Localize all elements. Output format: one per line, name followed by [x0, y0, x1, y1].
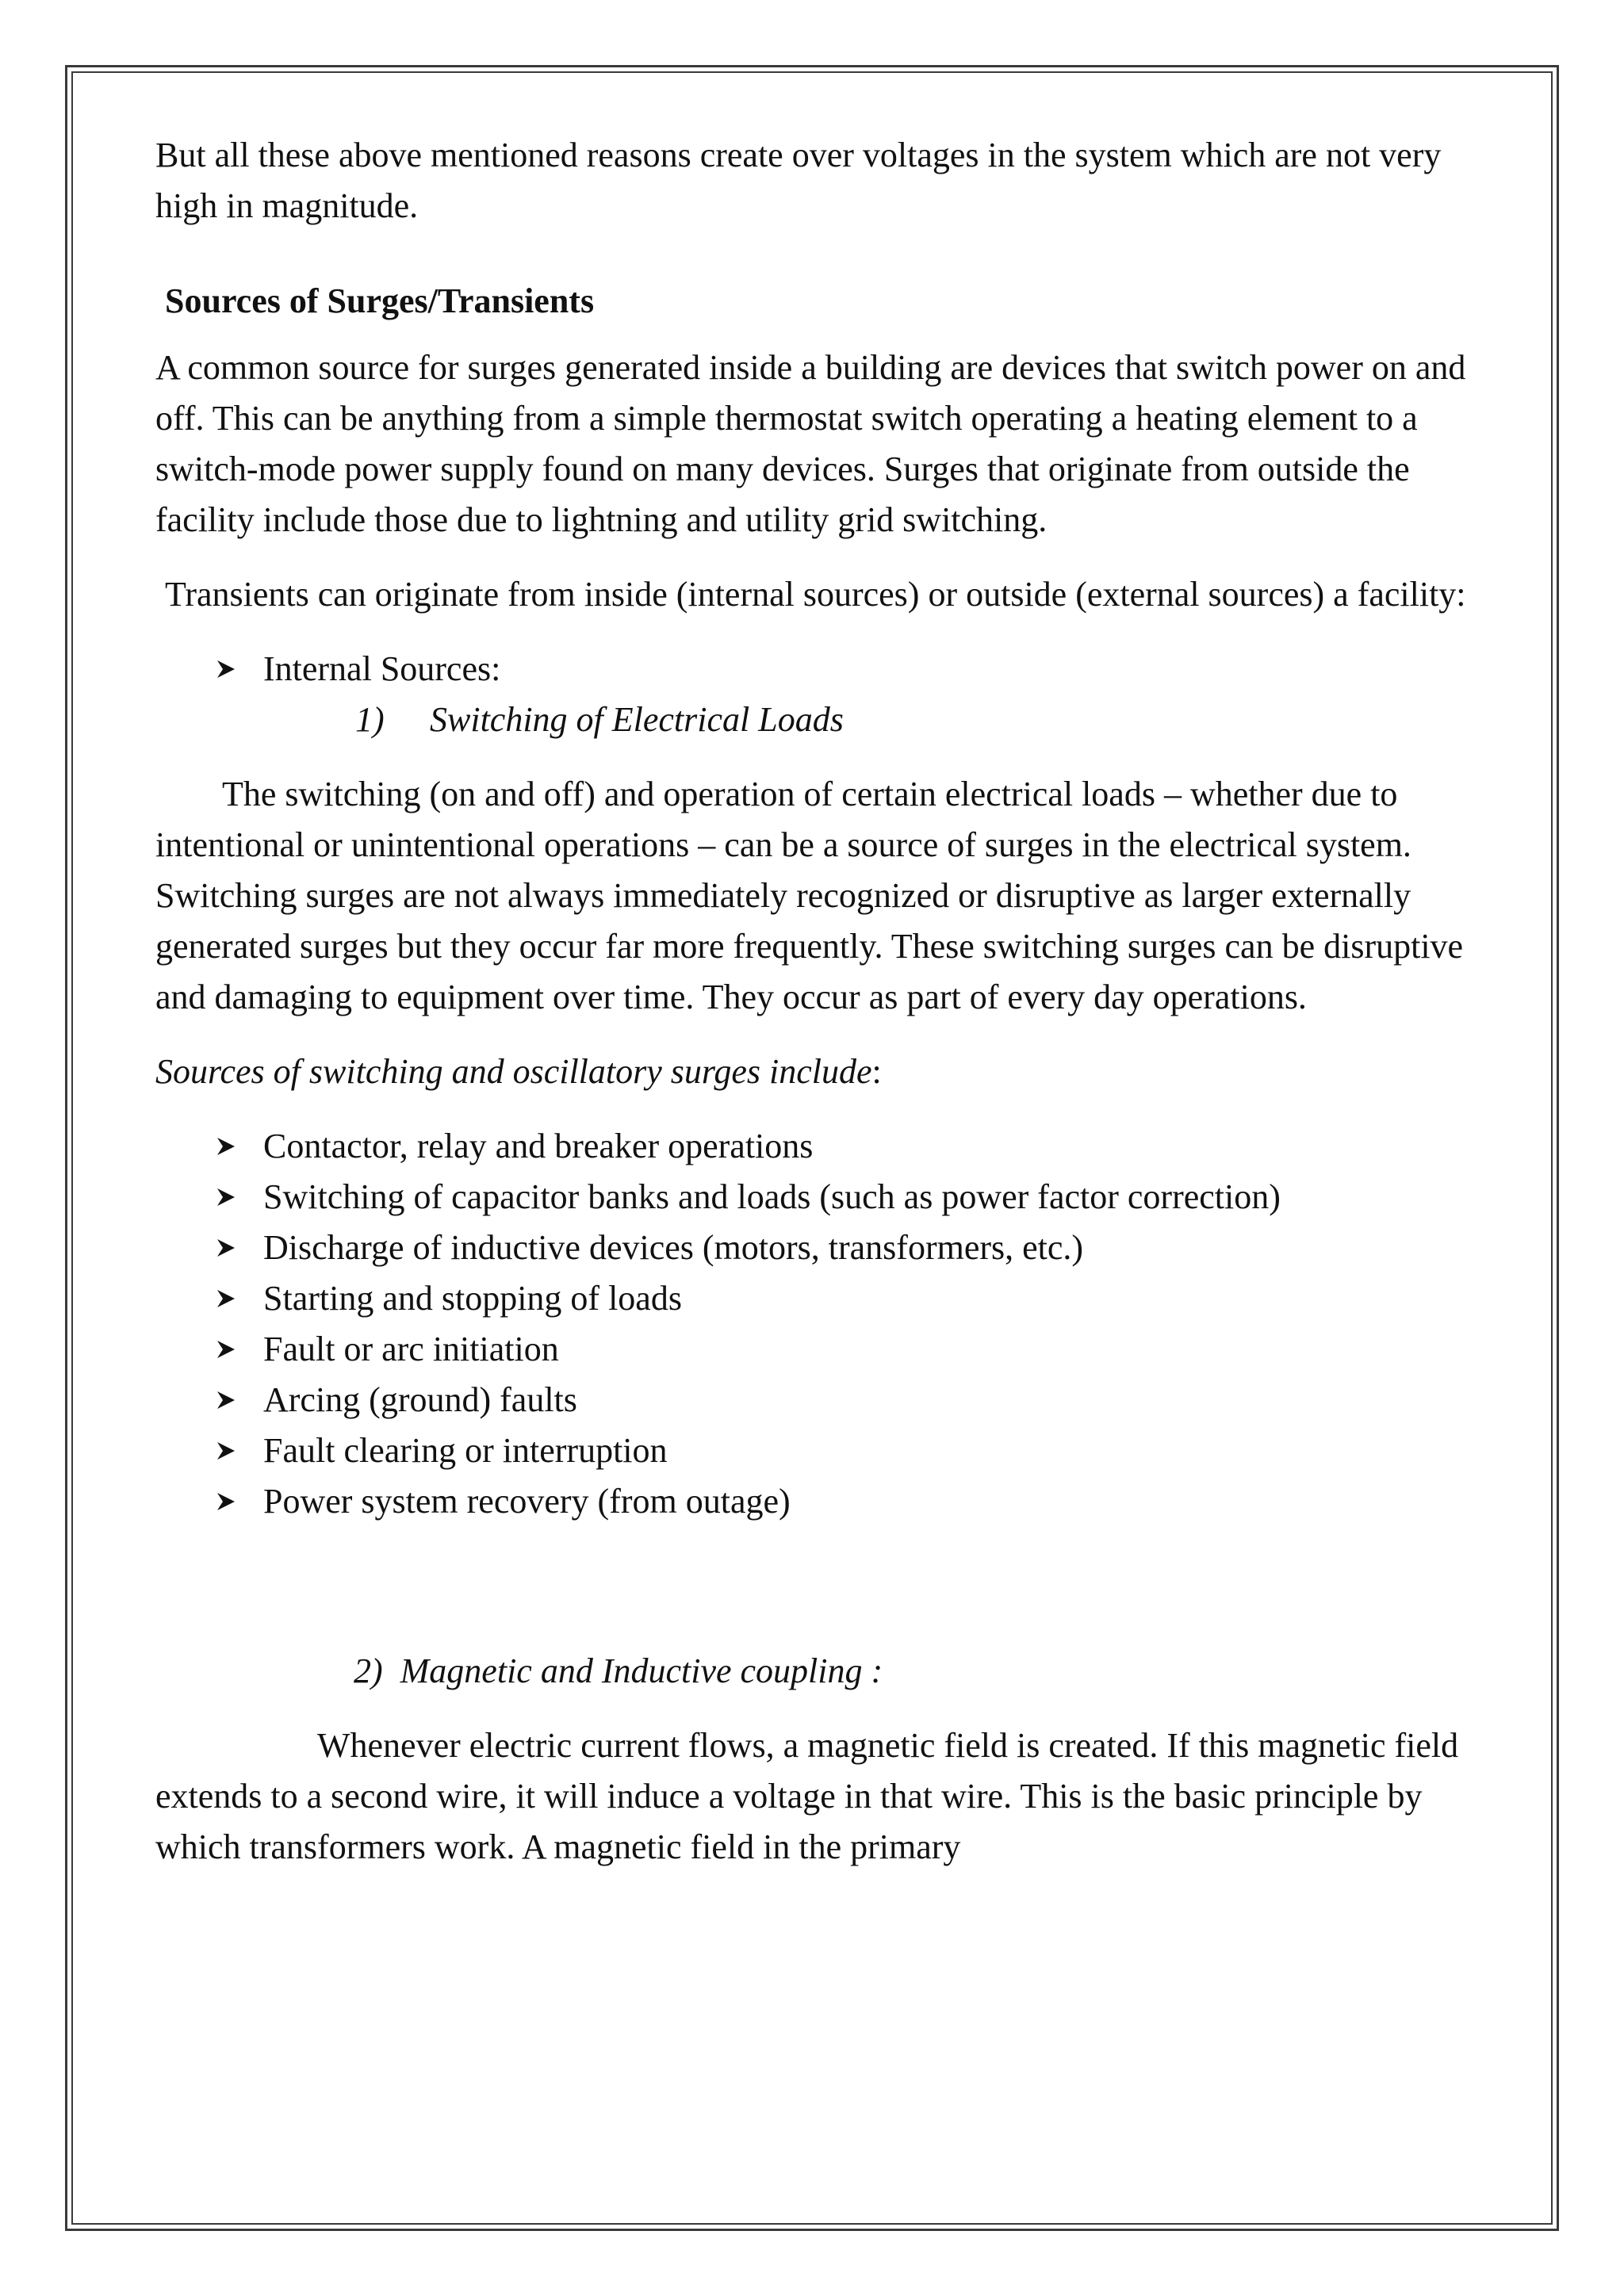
list-item-label: Fault or arc initiation [263, 1330, 559, 1368]
document-body [155, 130, 1503, 1873]
paragraph-transients-origin: Transients can originate from inside (internal sources) or outside (external sources) a facility: [165, 575, 1466, 614]
sources-intro-line [155, 1047, 1503, 1097]
sub-title: Magnetic and Inductive coupling : [400, 1651, 883, 1690]
paragraph-switching: The switching (on and off) and operation of certain electrical loads – whether due to intentional or unintentional operations – can be a source of surges in the electrical system. Switching surges are not always immediately recognized or disruptive as larger externally generated surges but they occur far more frequently. These switching surges can be disruptive and damaging to equipment over time. They occur as part of every day operations. [155, 775, 1464, 1016]
list-item-label: Contactor, relay and breaker operations [263, 1127, 814, 1165]
section-heading: Sources of Surges/Transients [165, 281, 595, 320]
sources-intro-colon: : [871, 1052, 882, 1091]
list-item [155, 1121, 1503, 1172]
list-item-label: Starting and stopping of loads [263, 1279, 682, 1318]
internal-sources-label: Internal Sources: [263, 649, 501, 688]
arrow-bullet-icon [216, 1425, 244, 1476]
internal-sources-list [155, 644, 1503, 695]
list-item [155, 1273, 1503, 1324]
arrow-bullet-icon [216, 644, 244, 695]
sources-intro-italic: Sources of switching and oscillatory surges include [155, 1052, 872, 1091]
spacer [155, 1527, 1503, 1646]
list-item [155, 1324, 1503, 1375]
list-item-label: Power system recovery (from outage) [263, 1482, 791, 1521]
list-item-label: Discharge of inductive devices (motors, transformers, etc.) [263, 1228, 1084, 1267]
arrow-bullet-icon [216, 1375, 244, 1425]
list-item [155, 1425, 1503, 1476]
arrow-bullet-icon [216, 1172, 244, 1223]
arrow-bullet-icon [216, 1121, 244, 1172]
list-item-label: Arcing (ground) faults [263, 1380, 577, 1419]
list-item [155, 1476, 1503, 1527]
list-item-label: Switching of capacitor banks and loads (such as power factor correction) [263, 1177, 1281, 1216]
sub-number: 1) [355, 700, 385, 739]
sub-title: Switching of Electrical Loads [430, 700, 844, 739]
intro-paragraph: But all these above mentioned reasons create over voltages in the system which are not very high in magnitude. [155, 136, 1442, 225]
subheading-switching-loads [155, 695, 1503, 745]
list-item [155, 1223, 1503, 1273]
sub-number: 2) [354, 1651, 383, 1690]
list-item-label: Fault clearing or interruption [263, 1431, 668, 1470]
list-item [155, 1375, 1503, 1425]
list-item [155, 644, 1503, 695]
switching-sources-list [155, 1121, 1503, 1527]
subheading-magnetic-coupling [155, 1646, 1503, 1697]
paragraph-common-source: A common source for surges generated inside a building are devices that switch power on and off. This can be anything from a simple thermostat switch operating a heating element to a switch-mode power supply found on many devices. Surges that originate from outside the facility include those due to lightning and utility grid switching. [155, 348, 1466, 539]
arrow-bullet-icon [216, 1273, 244, 1324]
arrow-bullet-icon [216, 1324, 244, 1375]
arrow-bullet-icon [216, 1476, 244, 1527]
list-item [155, 1172, 1503, 1223]
arrow-bullet-icon [216, 1223, 244, 1273]
paragraph-magnetic: Whenever electric current flows, a magnetic field is created. If this magnetic field extends to a second wire, it will induce a voltage in that wire. This is the basic principle by which transformers work. A magnetic field in the primary [155, 1726, 1459, 1866]
